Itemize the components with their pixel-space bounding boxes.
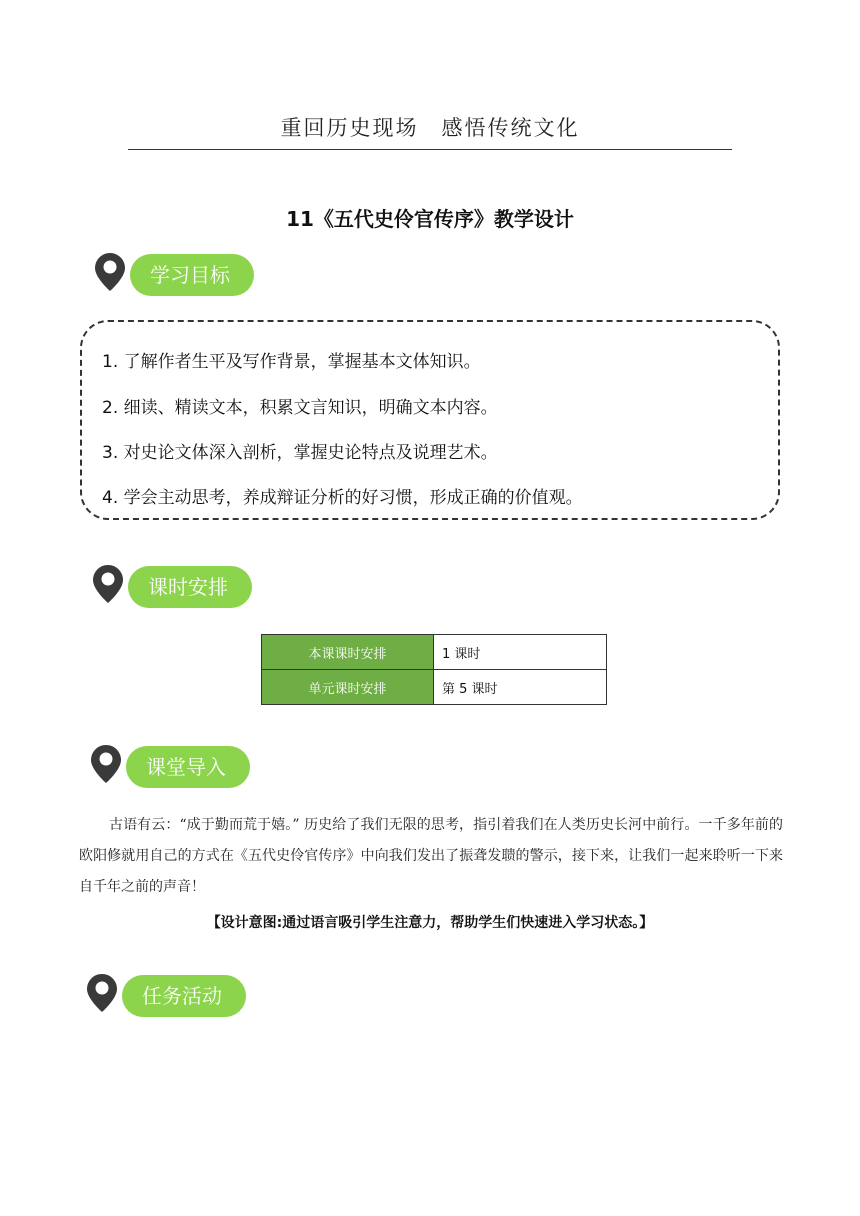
objective-item: 2. 细读、精读文本，积累文言知识，明确文本内容。 [102,398,498,418]
section-label: 课时安排 [128,566,252,608]
design-intent: 【设计意图:通过语言吸引学生注意力，帮助学生们快速进入学习状态。】 [206,915,654,931]
intro-paragraph: 古语有云：“成于勤而荒于嬉。” 历史给了我们无限的思考，指引着我们在人类历史长河中前行。一千多年前的欧阳修就用自己的方式在《五代史伶官传序》中向我们发出了振聋发聩的警示，接下来，让我们一起来聆听一下来自千年之前的声音！ [79,817,783,895]
objective-item: 1. 了解作者生平及写作背景，掌握基本文体知识。 [102,352,481,372]
section-label: 学习目标 [130,254,254,296]
document-title: 11《五代史伶官传序》教学设计 [286,207,574,231]
objective-item: 3. 对史论文体深入剖析，掌握史论特点及说理艺术。 [102,443,498,463]
table-cell-value: 第 5 课时 [434,670,607,705]
section-label: 任务活动 [122,975,246,1017]
location-pin-icon [86,973,118,1013]
table-cell-value: 1 课时 [434,635,607,670]
objective-item: 4. 学会主动思考，养成辩证分析的好习惯，形成正确的价值观。 [102,488,583,508]
schedule-table [261,634,607,705]
table-row [262,670,607,705]
section-label: 课堂导入 [126,746,250,788]
location-pin-icon [90,744,122,784]
location-pin-icon [92,564,124,604]
table-cell-label: 本课课时安排 [262,635,434,670]
header-title: 重回历史现场 感悟传统文化 [280,116,580,140]
header-rule [128,149,732,150]
location-pin-icon [94,252,126,292]
table-row [262,635,607,670]
table-cell-label: 单元课时安排 [262,670,434,705]
